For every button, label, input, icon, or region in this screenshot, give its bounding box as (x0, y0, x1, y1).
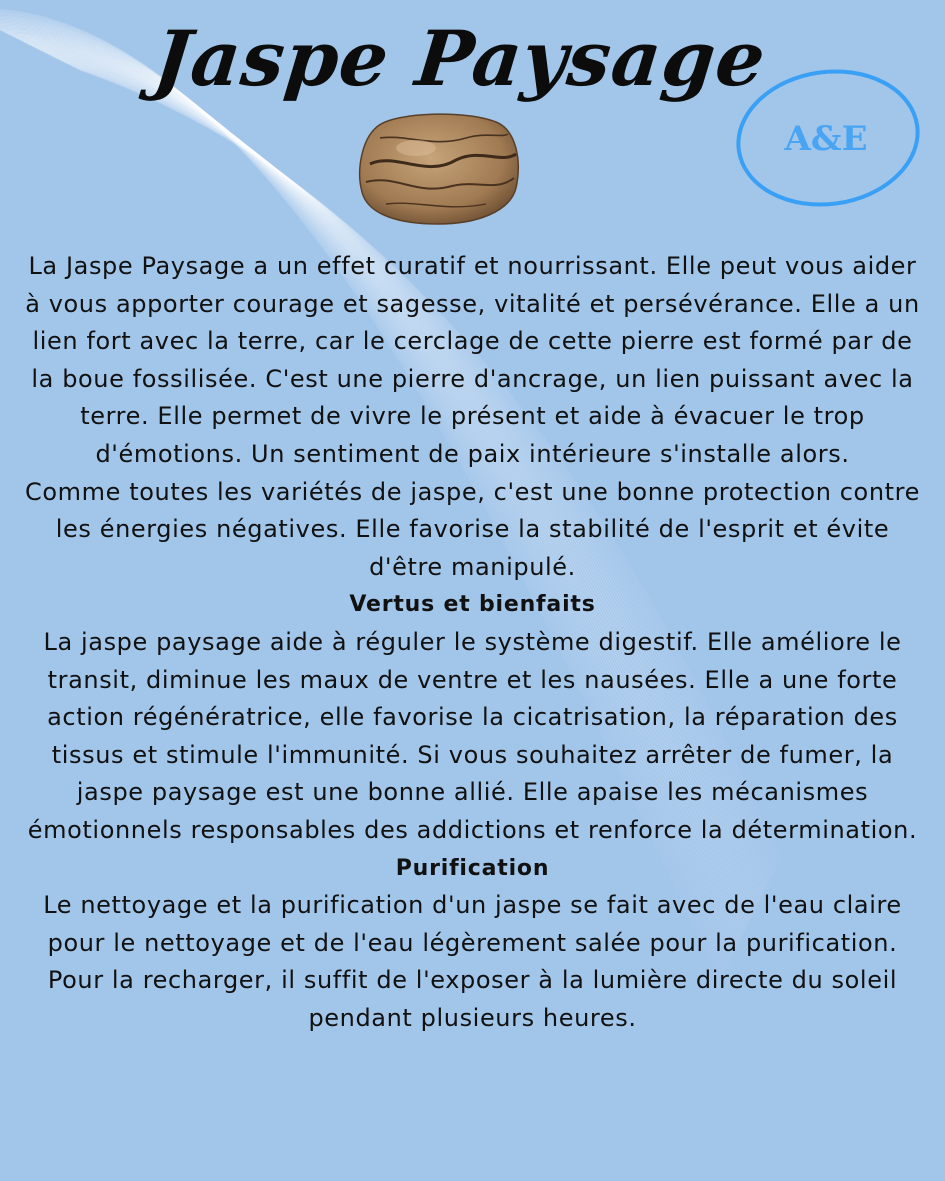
virtues-paragraph: La jaspe paysage aide à réguler le système digestif. Elle améliore le transit, diminue les maux de ventre et les nausées. Elle a une forte action régénératrice, elle favorise la cicatrisation, la réparation des tissus et stimule l'immunité. Si vous souhaitez arrêter de fumer, la jaspe paysage est une bonne allié. Elle apaise les mécanismes émotionnels responsables des addictions et renforce la détermination. (27, 627, 918, 844)
purification-heading: Purification (395, 855, 550, 881)
logo (730, 68, 922, 212)
intro-paragraph: La Jaspe Paysage a un effet curatif et nourrissant. Elle peut vous aider à vous apporter courage et sagesse, vitalité et persévérance. Elle a un lien fort avec la terre, car le cerclage de cette pierre est formé par de la boue fossilisée. C'est une pierre d'ancrage, un lien puissant avec la terre. Elle permet de vivre le présent et aide à évacuer le trop d'émotions. Un sentiment de paix intérieure s'installe alors. (25, 252, 920, 468)
stone-icon (356, 108, 524, 228)
virtues-heading: Vertus et bienfaits (349, 592, 596, 618)
logo-text: A&E (784, 119, 868, 159)
purification-paragraph: Le nettoyage et la purification d'un jaspe se fait avec de l'eau claire pour le nettoyage et de l'eau légèrement salée pour la purification. Pour la recharger, il suffit de l'exposer à la lumière directe du soleil pendant plusieurs heures. (43, 891, 902, 1032)
description-text (18, 248, 927, 1037)
protection-paragraph: Comme toutes les variétés de jaspe, c'est une bonne protection contre les énergies négatives. Elle favorise la stabilité de l'esprit et évite d'être manipulé. (25, 477, 920, 581)
page-title: Jaspe Paysage (149, 14, 771, 103)
